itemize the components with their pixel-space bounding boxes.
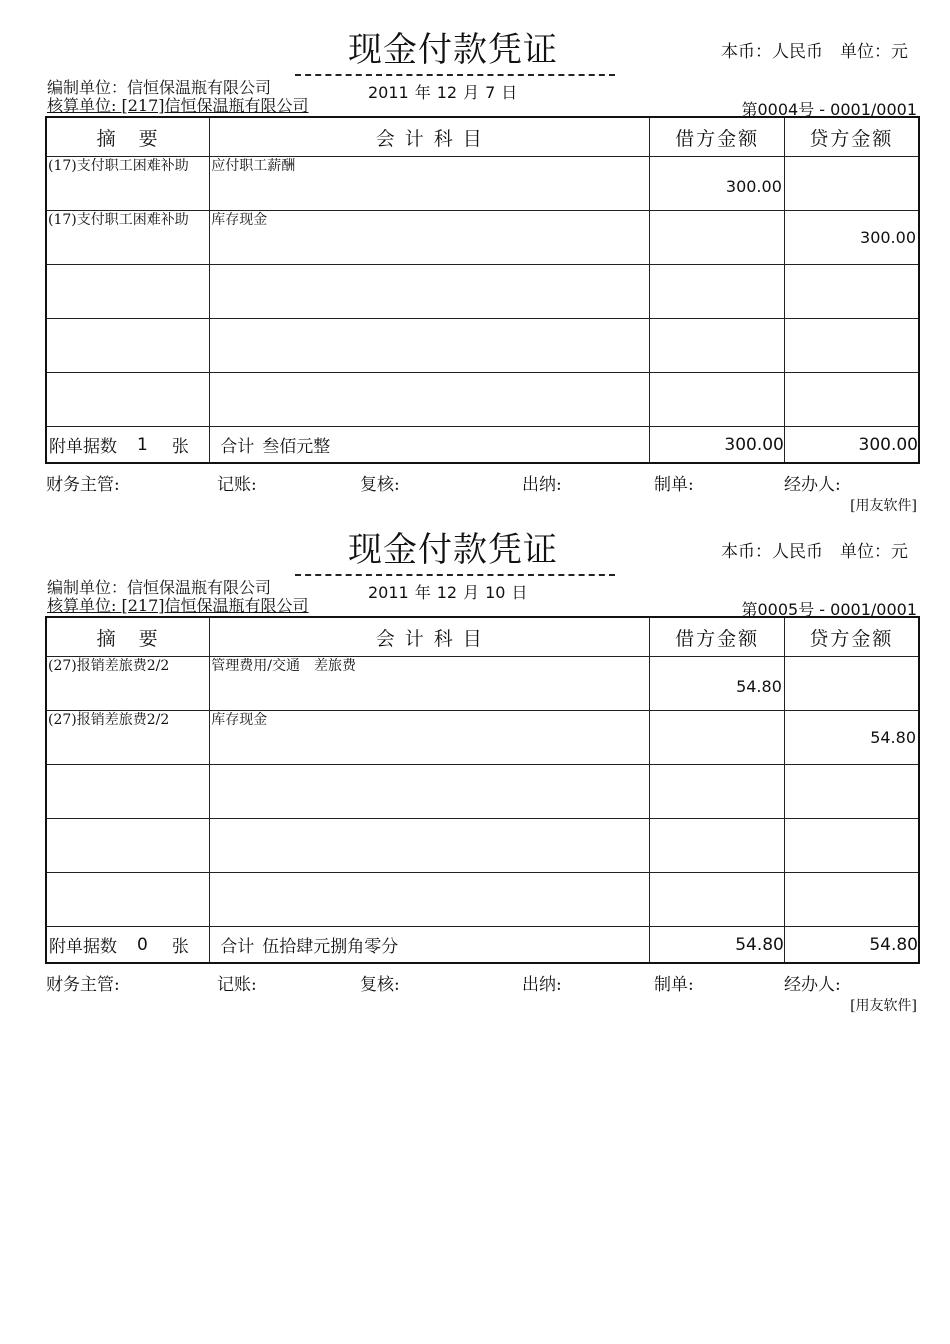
row-debit-cell bbox=[650, 765, 785, 819]
row-subject-cell bbox=[210, 657, 650, 711]
row-credit-cell bbox=[784, 657, 919, 711]
signer-bookkeeper: 记账: bbox=[217, 475, 257, 495]
table-row bbox=[46, 765, 919, 819]
row-debit-cell bbox=[650, 265, 785, 319]
row-subject-cell bbox=[210, 765, 650, 819]
header-summary: 摘 要 bbox=[46, 617, 210, 657]
date-month-unit: 月 bbox=[463, 583, 480, 602]
header-debit: 借方金额 bbox=[650, 617, 785, 657]
attachments-label: 附单据数 bbox=[49, 437, 117, 457]
row-summary-cell bbox=[46, 319, 210, 373]
voucher-number: 第0004号 - 0001/0001 bbox=[741, 100, 917, 119]
total-row bbox=[46, 927, 919, 964]
accounting-unit: 核算单位: [217]信恒保温瓶有限公司 bbox=[47, 596, 309, 615]
table-row bbox=[46, 657, 919, 711]
row-credit-cell bbox=[784, 265, 919, 319]
date-day-unit: 日 bbox=[511, 583, 528, 602]
signer-cashier: 出纳: bbox=[522, 475, 562, 495]
attachments-cell bbox=[46, 927, 210, 964]
signer-preparer: 制单: bbox=[654, 975, 694, 995]
row-credit-cell bbox=[784, 373, 919, 427]
total-in-words: 伍拾肆元捌角零分 bbox=[262, 937, 399, 957]
software-label: [用友软件] bbox=[850, 498, 917, 514]
row-debit-cell bbox=[650, 657, 785, 711]
row-subject bbox=[210, 873, 649, 875]
accounting-unit: 核算单位: [217]信恒保温瓶有限公司 bbox=[47, 96, 309, 115]
row-credit: 300.00 bbox=[860, 228, 916, 247]
software-label: [用友软件] bbox=[850, 998, 917, 1014]
attachments-count: 0 bbox=[137, 934, 148, 955]
row-debit-cell bbox=[650, 711, 785, 765]
date-day: 10 bbox=[485, 583, 506, 602]
title-underline bbox=[295, 574, 615, 576]
date-day-unit: 日 bbox=[501, 83, 518, 102]
header-summary: 摘 要 bbox=[46, 117, 210, 157]
total-label: 合计 bbox=[220, 937, 255, 957]
date-year-unit: 年 bbox=[414, 83, 431, 102]
row-subject bbox=[210, 819, 649, 821]
attachments-label: 附单据数 bbox=[49, 937, 117, 957]
date-month: 12 bbox=[436, 83, 458, 102]
row-subject bbox=[210, 265, 649, 267]
row-summary-cell bbox=[46, 873, 210, 927]
attachments-unit: 张 bbox=[171, 937, 189, 957]
row-credit-cell bbox=[784, 319, 919, 373]
row-subject bbox=[210, 319, 649, 321]
row-summary-cell bbox=[46, 711, 210, 765]
header-subject: 会 计 科 目 bbox=[210, 117, 650, 157]
voucher-number: 第0005号 - 0001/0001 bbox=[741, 600, 917, 619]
header-debit: 借方金额 bbox=[650, 117, 785, 157]
row-subject: 库存现金 bbox=[211, 212, 268, 228]
table-row bbox=[46, 211, 919, 265]
table-row bbox=[46, 711, 919, 765]
total-credit: 300.00 bbox=[784, 427, 919, 464]
row-summary bbox=[47, 265, 209, 267]
signer-finance-manager: 财务主管: bbox=[46, 975, 120, 995]
total-label: 合计 bbox=[220, 437, 255, 457]
row-subject bbox=[210, 765, 649, 767]
row-subject-cell bbox=[210, 711, 650, 765]
row-debit: 54.80 bbox=[736, 677, 782, 696]
row-summary bbox=[47, 873, 209, 875]
row-subject-cell bbox=[210, 157, 650, 211]
voucher-date bbox=[368, 580, 533, 603]
row-debit-cell bbox=[650, 211, 785, 265]
row-debit-cell bbox=[650, 819, 785, 873]
total-words-cell bbox=[210, 427, 650, 464]
voucher-table bbox=[45, 116, 920, 464]
total-row bbox=[46, 427, 919, 464]
row-debit: 300.00 bbox=[725, 177, 782, 196]
total-words-cell bbox=[210, 927, 650, 964]
attachments-unit: 张 bbox=[171, 437, 189, 457]
header-credit: 贷方金额 bbox=[784, 117, 919, 157]
row-subject-cell bbox=[210, 819, 650, 873]
table-row bbox=[46, 373, 919, 427]
row-subject-cell bbox=[210, 373, 650, 427]
date-day: 7 bbox=[485, 83, 496, 102]
voucher-title: 现金付款凭证 bbox=[348, 530, 558, 570]
payment-voucher bbox=[0, 0, 950, 514]
row-summary: (17)支付职工困难补助 bbox=[48, 212, 189, 228]
currency-label: 本币：人民币 单位：元 bbox=[721, 42, 908, 62]
row-summary: (17)支付职工困难补助 bbox=[48, 158, 189, 174]
row-subject: 应付职工薪酬 bbox=[211, 158, 296, 174]
currency-label: 本币：人民币 单位：元 bbox=[721, 542, 908, 562]
row-subject-cell bbox=[210, 873, 650, 927]
header-credit: 贷方金额 bbox=[784, 617, 919, 657]
row-subject: 管理费用/交通 差旅费 bbox=[211, 658, 356, 674]
date-year: 2011 bbox=[368, 583, 409, 602]
row-credit-cell bbox=[784, 711, 919, 765]
row-debit-cell bbox=[650, 373, 785, 427]
row-summary-cell bbox=[46, 157, 210, 211]
signer-reviewer: 复核: bbox=[360, 975, 400, 995]
table-row bbox=[46, 265, 919, 319]
row-summary bbox=[47, 319, 209, 321]
total-debit: 54.80 bbox=[650, 927, 785, 964]
row-credit-cell bbox=[784, 819, 919, 873]
row-summary-cell bbox=[46, 819, 210, 873]
signer-finance-manager: 财务主管: bbox=[46, 475, 120, 495]
row-debit-cell bbox=[650, 319, 785, 373]
row-credit-cell bbox=[784, 873, 919, 927]
row-credit: 54.80 bbox=[870, 728, 916, 747]
payment-voucher bbox=[0, 500, 950, 1014]
row-summary-cell bbox=[46, 265, 210, 319]
row-subject: 库存现金 bbox=[211, 712, 268, 728]
table-row bbox=[46, 319, 919, 373]
attachments-count: 1 bbox=[137, 434, 148, 455]
total-credit: 54.80 bbox=[784, 927, 919, 964]
row-summary: (27)报销差旅费2/2 bbox=[48, 712, 170, 728]
row-summary bbox=[47, 819, 209, 821]
signer-handler: 经办人: bbox=[784, 475, 841, 495]
row-summary bbox=[47, 373, 209, 375]
row-subject-cell bbox=[210, 265, 650, 319]
signer-cashier: 出纳: bbox=[522, 975, 562, 995]
total-in-words: 叁佰元整 bbox=[262, 437, 331, 457]
row-summary-cell bbox=[46, 657, 210, 711]
company-name: 编制单位：信恒保温瓶有限公司 bbox=[47, 578, 272, 597]
header-subject: 会 计 科 目 bbox=[210, 617, 650, 657]
date-month-unit: 月 bbox=[463, 83, 480, 102]
table-row bbox=[46, 819, 919, 873]
title-underline bbox=[295, 74, 615, 76]
row-debit-cell bbox=[650, 157, 785, 211]
voucher-date bbox=[368, 80, 523, 103]
row-credit-cell bbox=[784, 157, 919, 211]
row-summary-cell bbox=[46, 765, 210, 819]
row-subject-cell bbox=[210, 211, 650, 265]
total-debit: 300.00 bbox=[650, 427, 785, 464]
date-year-unit: 年 bbox=[414, 583, 431, 602]
row-summary-cell bbox=[46, 373, 210, 427]
voucher-title: 现金付款凭证 bbox=[348, 30, 558, 70]
signer-reviewer: 复核: bbox=[360, 475, 400, 495]
row-summary: (27)报销差旅费2/2 bbox=[48, 658, 170, 674]
date-year: 2011 bbox=[368, 83, 409, 102]
company-name: 编制单位：信恒保温瓶有限公司 bbox=[47, 78, 272, 97]
row-credit-cell bbox=[784, 211, 919, 265]
table-row bbox=[46, 873, 919, 927]
table-header-row bbox=[46, 117, 919, 157]
voucher-table bbox=[45, 616, 920, 964]
table-header-row bbox=[46, 617, 919, 657]
date-month: 12 bbox=[436, 583, 458, 602]
row-debit-cell bbox=[650, 873, 785, 927]
signer-preparer: 制单: bbox=[654, 475, 694, 495]
row-subject bbox=[210, 373, 649, 375]
attachments-cell bbox=[46, 427, 210, 464]
signer-bookkeeper: 记账: bbox=[217, 975, 257, 995]
signer-handler: 经办人: bbox=[784, 975, 841, 995]
row-subject-cell bbox=[210, 319, 650, 373]
row-credit-cell bbox=[784, 765, 919, 819]
table-row bbox=[46, 157, 919, 211]
row-summary bbox=[47, 765, 209, 767]
row-summary-cell bbox=[46, 211, 210, 265]
